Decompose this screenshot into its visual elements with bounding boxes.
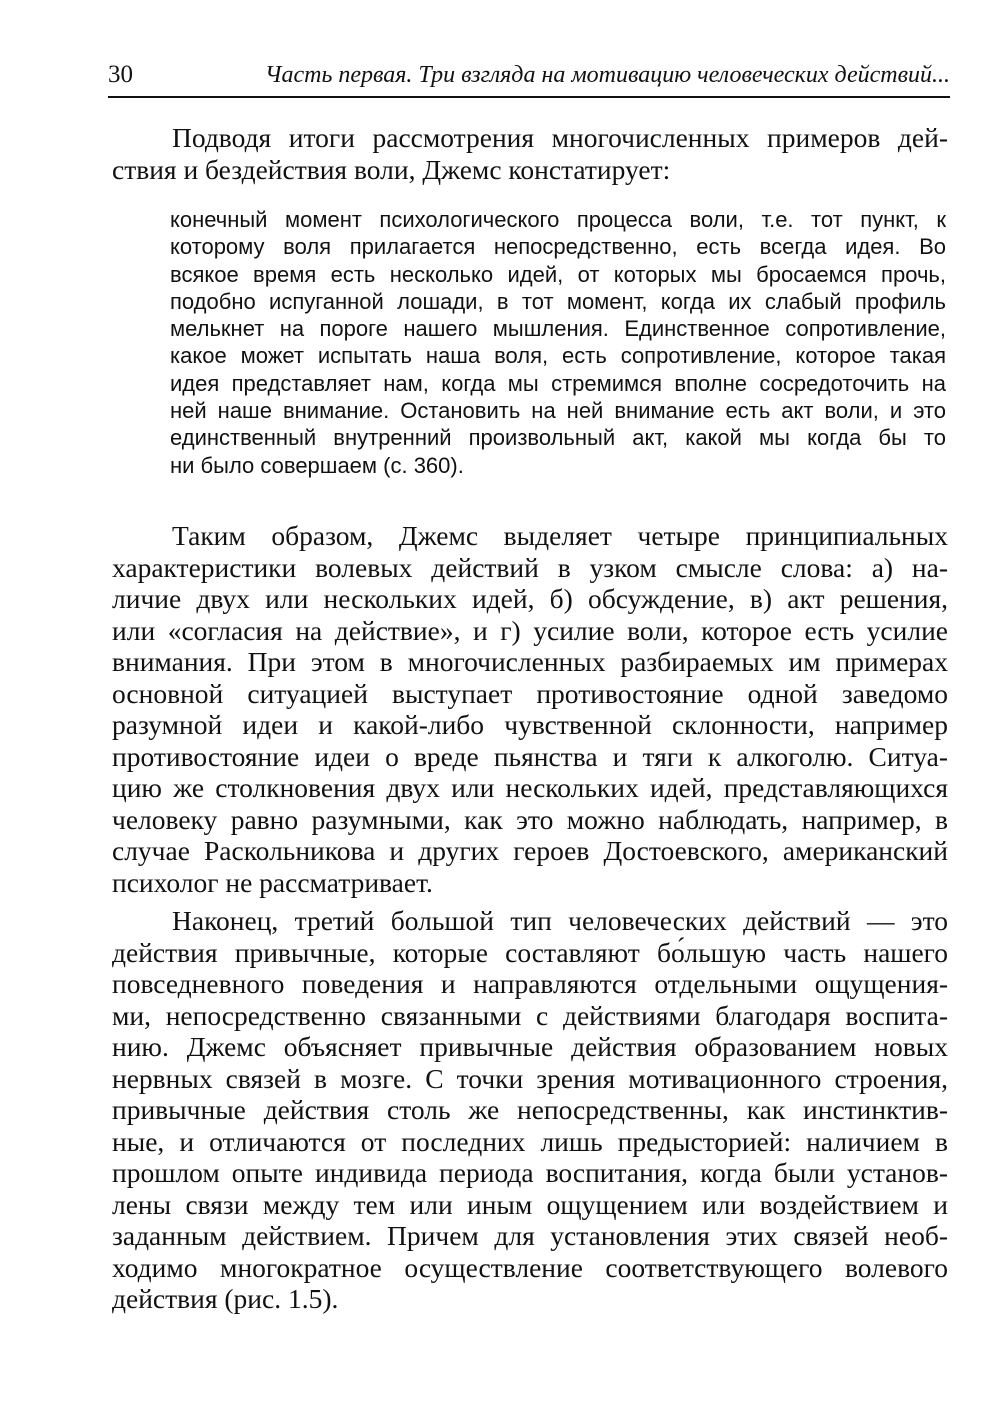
text-line: прошлом опыте индивида периода воспитания, когда были установ- <box>112 1157 948 1188</box>
quote-line: идея представляет нам, когда мы стремимся вполне сосредоточить на <box>170 370 946 396</box>
text-line: разумной идеи и какой-либо чувственной склонности, например <box>112 709 948 740</box>
block-quote <box>170 206 946 479</box>
text-line: случае Раскольникова и других героев Достоевского, американский <box>112 835 948 866</box>
text-line: действия привычные, которые составляют бо́льшую часть нашего <box>112 936 948 968</box>
text-line: или «согласия на действие», и г) усилие воли, которое есть усилие <box>112 614 948 646</box>
quote-line: мелькнет на пороге нашего мышления. Единственное сопротивление, <box>170 316 946 342</box>
quote-line: ни было совершаем (с. 360). <box>170 452 464 478</box>
text-line: привычные действия столь же непосредственны, как инстинктив- <box>112 1094 948 1125</box>
page-number: 30 <box>108 61 133 88</box>
quote-line: какое может испытать наша воля, есть сопротивление, которое такая <box>170 343 946 369</box>
text-line: повседневного поведения и направляются отдельными ощущения- <box>112 968 948 999</box>
text-line: нию. Джемс объясняет привычные действия образованием новых <box>112 1031 948 1062</box>
text-line: характеристики волевых действий в узком смысле слова: а) на- <box>112 551 948 583</box>
text-line: Подводя итоги рассмотрения многочисленных примеров дей- <box>172 122 948 153</box>
text-line: ствия и бездействия воли, Джемс констатирует: <box>112 153 671 185</box>
text-line: цию же столкновения двух или нескольких идей, представляющихся <box>112 772 948 803</box>
text-line: ми, непосредственно связанными с действиями благодаря воспита- <box>112 999 948 1031</box>
paragraph-2 <box>112 520 948 898</box>
paragraph-3 <box>112 905 948 1315</box>
text-line: личие двух или нескольких идей, б) обсуждение, в) акт решения, <box>112 583 948 614</box>
quote-line: конечный момент психологического процесса воли, т.е. тот пункт, к <box>170 207 946 232</box>
text-line: Наконец, третий большой тип человеческих действий — это <box>172 905 948 936</box>
text-line: ходимо многократное осуществление соответствующего волевого <box>112 1251 948 1283</box>
text-line: человеку равно разумными, как это можно наблюдать, например, в <box>112 803 948 835</box>
text-line: основной ситуацией выступает противостояние одной заведомо <box>112 677 948 709</box>
quote-line: всякое время есть несколько идей, от которых мы бросаемся прочь, <box>170 261 946 287</box>
paragraph-1 <box>112 122 948 185</box>
text-line: внимания. При этом в многочисленных разбираемых им примерах <box>112 646 948 677</box>
text-line: лены связи между тем или иным ощущением или воздействием и <box>112 1188 948 1220</box>
quote-line: которому воля прилагается непосредственно, есть всегда идея. Во <box>170 234 946 260</box>
text-line: нервных связей в мозге. С точки зрения мотивационного строения, <box>112 1062 948 1094</box>
text-line: ные, и отличаются от последних лишь предысторией: наличием в <box>112 1125 948 1157</box>
quote-line: единственный внутренний произвольный акт, какой мы когда бы то <box>170 425 946 451</box>
running-title: Часть первая. Три взгляда на мотивацию человеческих действий... <box>264 62 950 88</box>
text-line: заданным действием. Причем для установления этих связей необ- <box>112 1220 948 1251</box>
quote-line: подобно испуганной лошади, в тот момент, когда их слабый профиль <box>170 288 946 314</box>
running-head <box>108 56 950 98</box>
text-line: Таким образом, Джемс выделяет четыре принципиальных <box>172 520 948 551</box>
text-line: противостояние идеи о вреде пьянства и тяги к алкоголю. Ситуа- <box>112 740 948 772</box>
text-line: психолог не рассматривает. <box>112 866 433 898</box>
text-line: действия (рис. 1.5). <box>112 1283 339 1314</box>
quote-line: ней наше внимание. Остановить на ней внимание есть акт воли, и это <box>170 398 946 424</box>
